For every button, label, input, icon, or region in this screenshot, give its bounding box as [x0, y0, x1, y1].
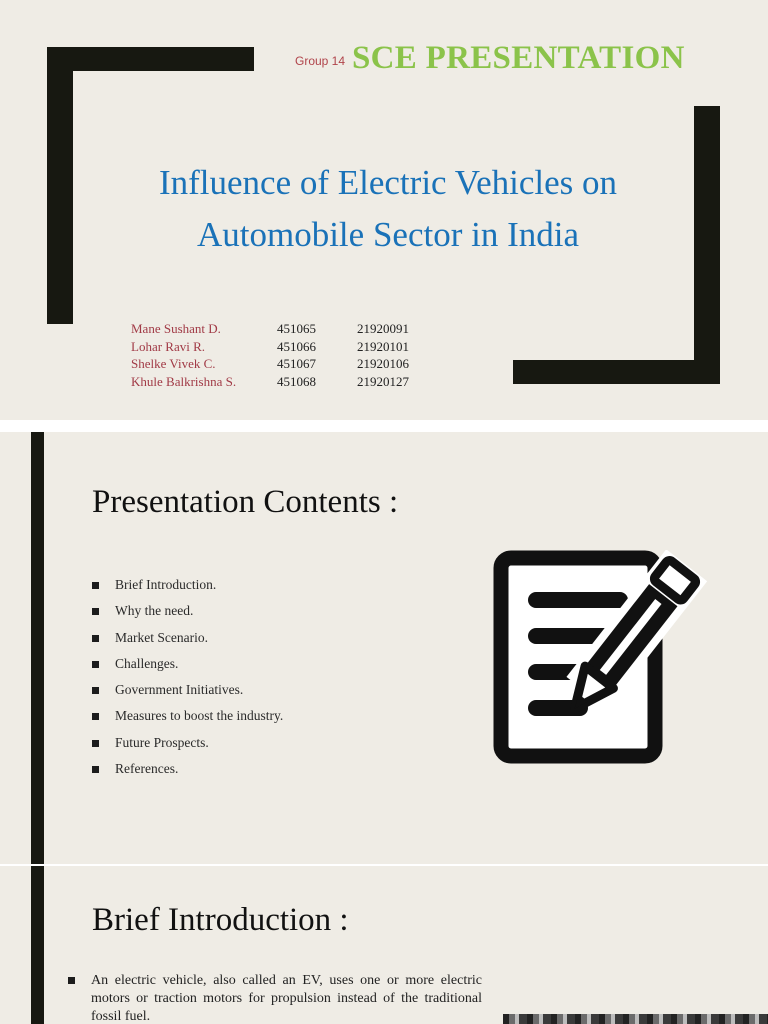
- contents-heading: Presentation Contents :: [92, 484, 399, 520]
- author-name: Khule Balkrishna S.: [131, 373, 237, 389]
- list-item: [92, 682, 283, 708]
- author-roll-number: 451067: [277, 356, 316, 371]
- author-id: 21920101: [357, 338, 409, 354]
- author-roll-number: 451068: [277, 373, 316, 389]
- square-bullet-icon: [92, 582, 99, 589]
- contents-slide: [0, 432, 768, 864]
- list-item: [92, 603, 283, 629]
- intro-paragraph-text: An electric vehicle, also called an EV, uses one or more electric motors or traction motors for propulsion instead of the traditional fossil fuel.: [91, 973, 482, 1024]
- document-pencil-icon: [493, 550, 728, 765]
- author-name: Mane Sushant D.: [131, 321, 221, 336]
- list-item-label: Measures to boost the industry.: [115, 708, 284, 724]
- square-bullet-icon: [92, 687, 99, 694]
- list-item: [92, 708, 283, 734]
- group-label: Group 14: [295, 54, 346, 68]
- square-bullet-icon: [68, 977, 75, 984]
- list-item-label: Challenges.: [115, 655, 179, 671]
- ev-photo: [503, 1014, 768, 1024]
- intro-paragraph: [68, 972, 482, 1024]
- author-name: Lohar Ravi R.: [131, 338, 206, 354]
- presentation-label: SCE PRESENTATION: [352, 40, 685, 76]
- title-slide: [0, 0, 768, 420]
- list-item-label: Market Scenario.: [115, 629, 208, 645]
- square-bullet-icon: [92, 740, 99, 747]
- list-item-label: Brief Introduction.: [115, 577, 217, 592]
- list-item-label: References.: [115, 761, 179, 777]
- slide-title: [110, 157, 666, 261]
- left-accent-bar: [31, 432, 44, 864]
- author-roll-number: 451066: [277, 338, 316, 354]
- author-row: [131, 355, 409, 373]
- left-accent-bar: [31, 866, 44, 1024]
- author-row: [131, 373, 409, 391]
- author-name: Shelke Vivek C.: [131, 356, 216, 371]
- slide-title-line-1: Influence of Electric Vehicles on: [158, 163, 618, 202]
- list-item-label: Why the need.: [115, 603, 194, 619]
- list-item: [92, 656, 283, 682]
- slide-title-line-2: Automobile Sector in India: [196, 215, 579, 254]
- list-item: [92, 735, 283, 761]
- list-item-label: Government Initiatives.: [115, 682, 244, 698]
- author-list: [131, 320, 409, 390]
- author-row: [131, 320, 409, 338]
- author-id: 21920106: [357, 356, 409, 371]
- list-item: [92, 761, 283, 787]
- list-item: [92, 577, 283, 603]
- contents-list: [92, 577, 283, 787]
- square-bullet-icon: [92, 635, 99, 642]
- author-row: [131, 338, 409, 356]
- square-bullet-icon: [92, 661, 99, 668]
- square-bullet-icon: [92, 713, 99, 720]
- frame-bar-top-left-horizontal: [47, 47, 254, 71]
- frame-bar-bottom-right-horizontal: [513, 360, 720, 384]
- square-bullet-icon: [92, 766, 99, 773]
- list-item-label: Future Prospects.: [115, 734, 209, 750]
- list-item: [92, 630, 283, 656]
- author-roll-number: 451065: [277, 321, 316, 336]
- intro-heading: Brief Introduction :: [92, 902, 349, 938]
- square-bullet-icon: [92, 608, 99, 615]
- intro-slide: [0, 866, 768, 1024]
- author-id: 21920091: [357, 321, 409, 336]
- frame-bar-bottom-right-vertical: [694, 106, 720, 384]
- author-id: 21920127: [357, 373, 409, 389]
- frame-bar-top-left-vertical: [47, 47, 73, 324]
